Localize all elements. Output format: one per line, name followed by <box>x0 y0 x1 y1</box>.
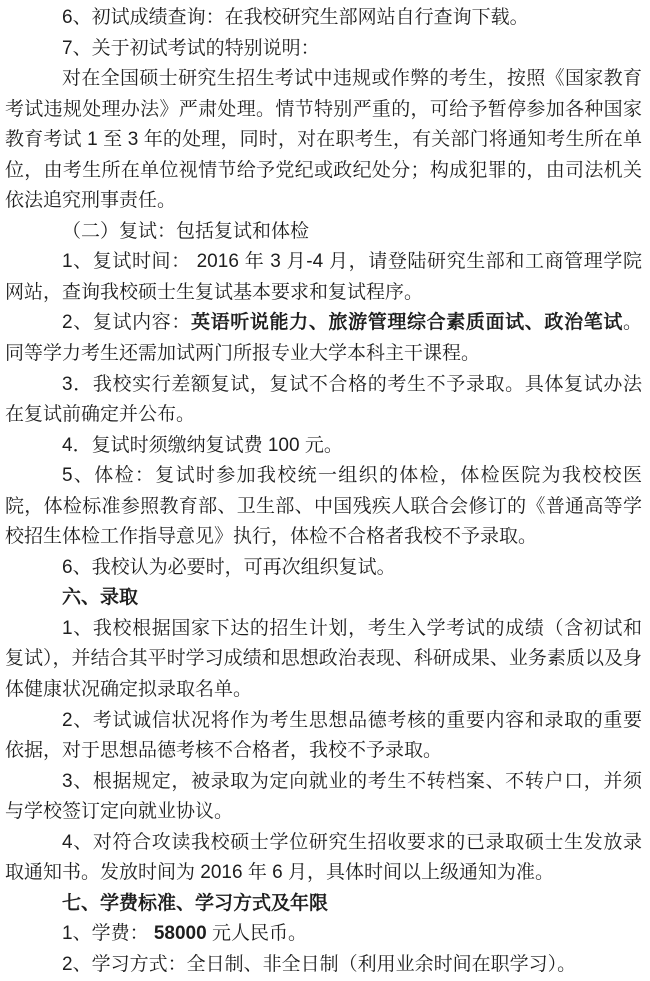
text-run: 3、根据规定，被录取为定向就业的考生不转档案、不转户口，并须与学校签订定向就业协议。 <box>5 770 642 823</box>
tuition-item-1-fee <box>5 919 642 950</box>
text-run: 六、录取 <box>62 587 139 609</box>
text-run: 元人民币。 <box>206 923 307 945</box>
admission-item-1-plan <box>5 614 642 706</box>
text-run: 1、学费： <box>62 923 154 945</box>
tuition-item-2-study-mode <box>5 950 642 981</box>
text-run: 1、我校根据国家下达的招生计划，考生入学考试的成绩（含初试和复试），并结合其平时学习成绩和思想政治表现、科研成果、业务素质以及身体健康状况确定拟录取名单。 <box>5 617 642 701</box>
item-7-initial-exam-special-note <box>5 34 642 65</box>
text-run: （二）复试：包括复试和体检 <box>62 220 310 242</box>
text-run: 2、复试内容： <box>62 312 192 334</box>
para-violation-handling <box>5 64 642 217</box>
text-run: 4．复试时须缴纳复试费 100 元。 <box>62 434 343 456</box>
text-run: 七、学费标准、学习方式及年限 <box>62 892 329 914</box>
text-run: 2、考试诚信状况将作为考生思想品德考核的重要内容和录取的重要依据，对于思想品德考核不合格者，我校不予录取。 <box>5 709 642 762</box>
retest-item-5-physical-exam <box>5 461 642 553</box>
text-run: 。同等学力考生还需加试两门所报专业大学本科主干课程。 <box>5 312 642 365</box>
document-body <box>5 3 642 981</box>
retest-item-2-content <box>5 308 642 369</box>
text-run: 7、关于初试考试的特别说明： <box>62 37 320 59</box>
retest-item-6-second-retest <box>5 553 642 584</box>
retest-item-3-differential <box>5 370 642 431</box>
text-run: 6、初试成绩查询：在我校研究生部网站自行查询下载。 <box>62 7 529 28</box>
text-run: 3．我校实行差额复试，复试不合格的考生不予录取。具体复试办法在复试前确定并公布。 <box>5 373 642 426</box>
text-run: 5、体检：复试时参加我校统一组织的体检，体检医院为我校校医院，体检标准参照教育部、卫生部、中国残疾人联合会修订的《普通高等学校招生体检工作指导意见》执行，体检不合格者我校不予录取。 <box>5 465 642 548</box>
text-run: 4、对符合攻读我校硕士学位研究生招收要求的已录取硕士生发放录取通知书。发放时间为 2016 年 6 月，具体时间以上级通知为准。 <box>5 831 642 884</box>
text-run: 6、我校认为必要时，可再次组织复试。 <box>62 556 396 578</box>
section-7-tuition-heading <box>5 889 642 920</box>
admission-item-2-integrity <box>5 706 642 767</box>
item-6-initial-score-query <box>5 3 642 34</box>
text-run: 58000 <box>153 923 207 945</box>
text-run: 2、学习方式：全日制、非全日制（利用业余时间在职学习）。 <box>62 953 577 975</box>
admission-item-3-directed-employment <box>5 767 642 828</box>
text-run: 对在全国硕士研究生招生考试中违规或作弊的考生，按照《国家教育考试违规处理办法》严肃处理。情节特别严重的，可给予暂停参加各种国家教育考试 1 至 3 年的处理，同时，对在职考生，有关部门将通知考生所在单位，由考生所在单位视情节给予党纪或政纪处分；构成犯罪的，由司法机关依法追究刑事责任。 <box>5 68 642 212</box>
text-run: 1、复试时间： 2016 年 3 月-4 月，请登陆研究生部和工商管理学院网站，查询我校硕士生复试基本要求和复试程序。 <box>5 251 642 303</box>
section-2-retest-intro <box>5 217 642 248</box>
retest-item-4-fee <box>5 431 642 462</box>
section-6-admission-heading <box>5 583 642 614</box>
text-run: 英语听说能力、旅游管理综合素质面试、政治笔试 <box>191 312 623 334</box>
admission-item-4-notice-letter <box>5 828 642 889</box>
retest-item-1-time <box>5 247 642 308</box>
